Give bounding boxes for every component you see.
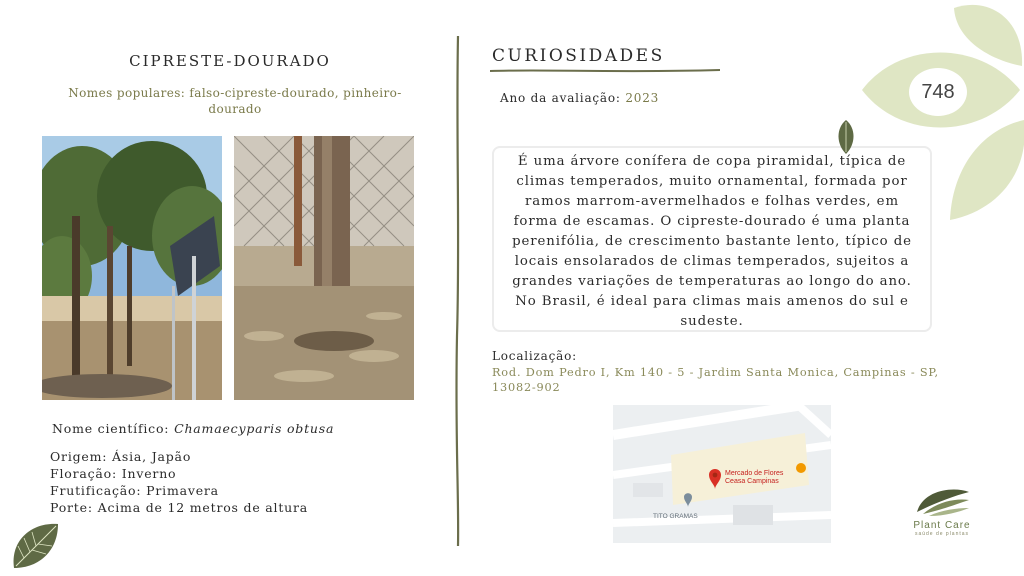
column-divider [452, 36, 464, 546]
heading-underline [490, 67, 720, 75]
fact-size: Porte: Acima de 12 metros de altura [50, 500, 309, 515]
small-leaf-icon [836, 120, 856, 154]
scientific-name-value: Chamaecyparis obtusa [174, 421, 335, 436]
plant-care-logo-icon [913, 486, 971, 518]
fact-flowering: Floração: Inverno [50, 466, 177, 481]
evaluation-number-badge: 748 [909, 68, 967, 116]
popular-names: Nomes populares: falso-cipreste-dourado, pinheiro-dourado [68, 86, 402, 116]
location-map[interactable] [613, 405, 831, 543]
year-label: Ano da avaliação: [500, 91, 626, 105]
location-label: Localização: [492, 349, 577, 363]
plant-title: CIPRESTE-DOURADO [129, 52, 331, 70]
scientific-name [52, 421, 334, 436]
scientific-label: Nome científico: [52, 421, 175, 436]
map-secondary-label[interactable]: TITO GRAMAS [653, 513, 698, 520]
logo-tagline: saúde de plantas [914, 531, 970, 537]
year-value: 2023 [625, 91, 660, 105]
fact-origin: Origem: Ásia, Japão [50, 449, 192, 464]
tree-photo [42, 136, 222, 400]
location-address: Rod. Dom Pedro I, Km 140 - 5 - Jardim Santa Monica, Campinas - SP, 13082-902 [492, 366, 939, 394]
description-text: É uma árvore conífera de copa piramidal, típica de climas temperados, muito ornamental, formada por ramos marrom-avermelhados e folhas verdes, em forma de escamas. O cipreste-dourado é uma planta perenifólia, de crescimento bastante lento, típico de locais ensolarados de climas temperados, sujeitos a grandes variações de temperaturas ao longo do ano. No Brasil, é ideal para climas mais amenos do sul e sudeste. [512, 154, 912, 329]
evaluation-year [500, 91, 659, 105]
map-poi-label-1[interactable]: Mercado de Flores [725, 470, 784, 477]
fact-fruiting: Frutificação: Primavera [50, 483, 219, 498]
bottom-left-leaf-icon [10, 520, 60, 570]
plant-facts [50, 448, 308, 516]
logo-name: Plant Care [913, 520, 971, 531]
trunk-photo [234, 136, 414, 400]
plant-care-logo [902, 486, 982, 544]
curiosidades-heading: CURIOSIDADES [492, 46, 665, 66]
map-poi-label-2[interactable]: Ceasa Campinas [725, 478, 779, 485]
